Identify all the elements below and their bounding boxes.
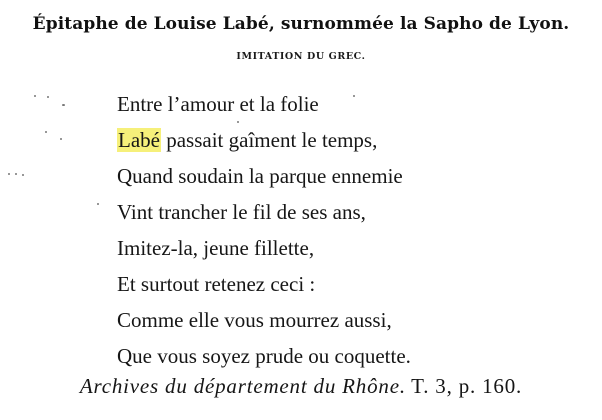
poem-line-text: passait gaîment le temps, — [166, 128, 378, 152]
scan-speck — [45, 131, 47, 133]
scan-speck — [237, 121, 239, 123]
scan-speck — [47, 96, 49, 98]
scan-speck — [60, 138, 62, 140]
poem-line — [117, 230, 411, 266]
highlighted-word: Labé — [118, 128, 160, 152]
poem-line — [117, 266, 411, 302]
source-reference: T. 3, p. 160. — [411, 374, 523, 398]
poem-line-text: Vint trancher le fil de ses ans, — [117, 200, 366, 224]
poem-line-text: Que vous soyez prude ou coquette. — [117, 344, 411, 368]
scan-speck — [97, 203, 99, 205]
poem-line — [117, 122, 411, 158]
epitaph-title: Épitaphe de Louise Labé, surnommée la Sapho de Lyon. — [32, 14, 570, 34]
scan-speck — [353, 95, 355, 97]
poem-line-text: Et surtout retenez ceci : — [117, 272, 316, 296]
scan-speck — [8, 173, 10, 175]
poem-line — [117, 86, 411, 122]
source-citation — [0, 374, 602, 399]
poem-line — [117, 302, 411, 338]
poem-line-text: Quand soudain la parque ennemie — [117, 164, 403, 188]
poem-line — [117, 194, 411, 230]
epitaph-subtitle: IMITATION DU GREC. — [236, 51, 366, 62]
poem-line-text: Imitez-la, jeune fillette, — [117, 236, 315, 260]
source-archive: Archives du département du Rhône. — [79, 374, 406, 398]
scan-speck — [22, 174, 24, 176]
poem-line — [117, 158, 411, 194]
poem — [117, 86, 411, 374]
poem-line-text: Entre l’amour et la folie — [117, 92, 319, 116]
poem-line — [117, 338, 411, 374]
scan-speck — [34, 95, 36, 97]
poem-line-text: Comme elle vous mourrez aussi, — [117, 308, 392, 332]
scan-speck — [62, 104, 65, 106]
scan-speck — [15, 173, 17, 175]
